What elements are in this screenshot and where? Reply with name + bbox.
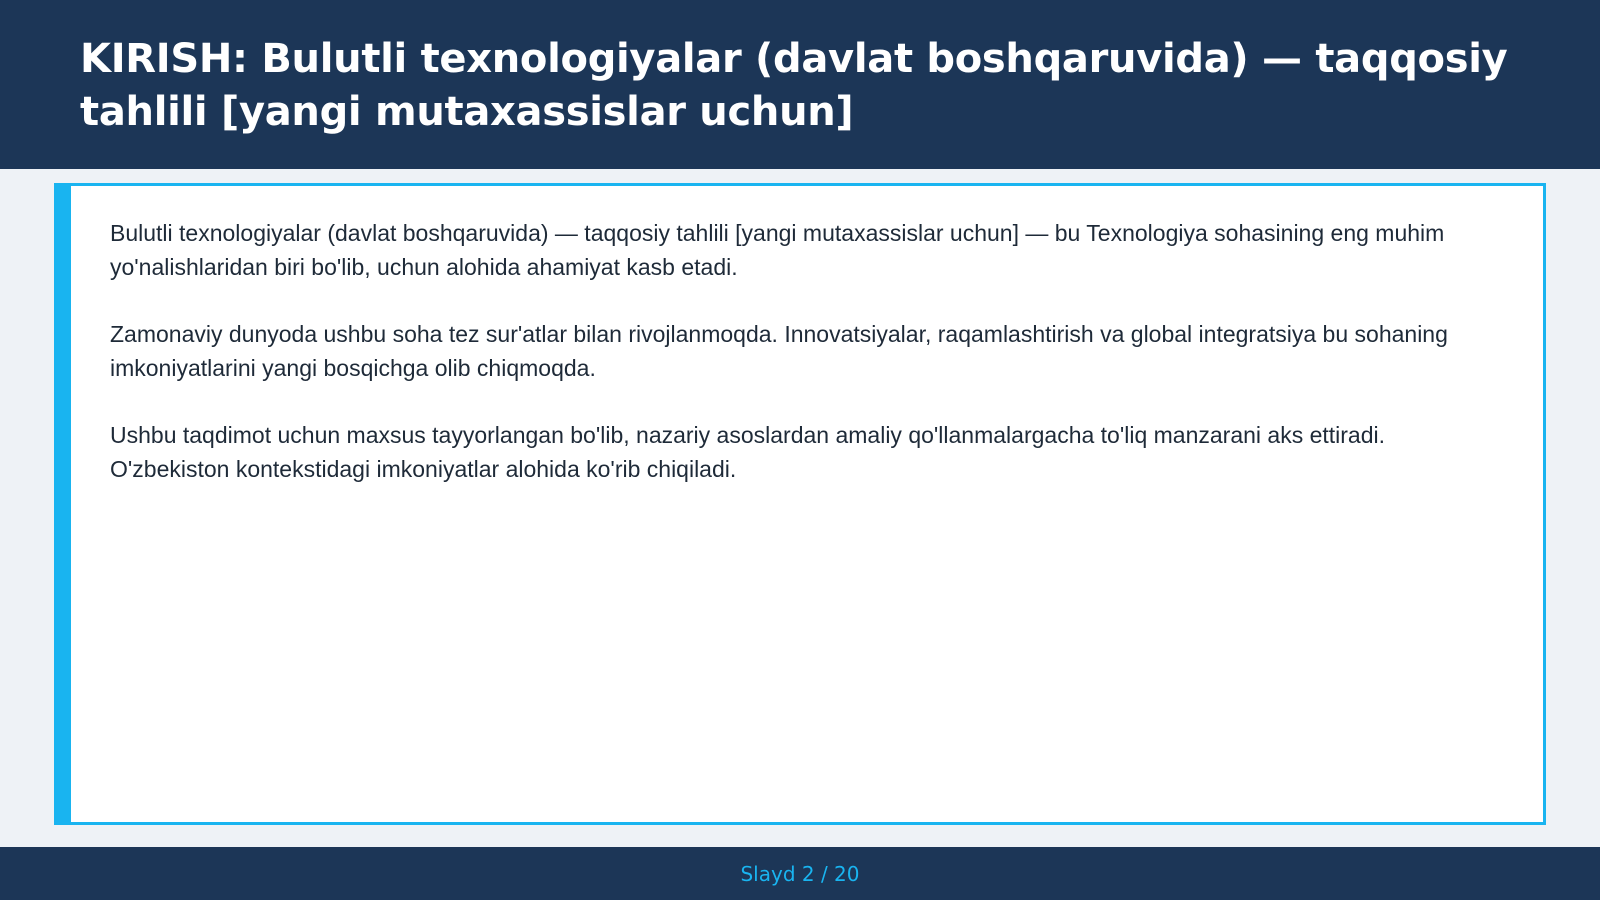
paragraph-intro: Bulutli texnologiyalar (davlat boshqaruvida) — taqqosiy tahlili [yangi mutaxassislar uchun] — bu Texnologiya sohasining eng muhim yo'nalishlaridan biri bo'lib, uchun alohida ahamiyat kasb etadi. [110,220,1445,280]
content-card [54,183,1546,825]
paragraph-presentation-scope: Ushbu taqdimot uchun maxsus tayyorlangan bo'lib, nazariy asoslardan amaliy qo'llanmalargacha to'liq manzarani aks ettiradi. O'zbekiston kontekstidagi imkoniyatlar alohida ko'rib chiqiladi. [110,422,1386,482]
slide-number: Slayd 2 / 20 [740,861,860,886]
paragraph-modern-world: Zamonaviy dunyoda ushbu soha tez sur'atlar bilan rivojlanmoqda. Innovatsiyalar, raqamlashtirish va global integratsiya bu sohaning imkoniyatlarini yangi bosqichga olib chiqmoqda. [110,321,1448,381]
slide-header [0,0,1600,169]
slide-title: KIRISH: Bulutli texnologiyalar (davlat boshqaruvida) — taqqosiy tahlili [yangi mutaxassislar uchun] [80,36,1508,135]
slide-footer [0,847,1600,900]
